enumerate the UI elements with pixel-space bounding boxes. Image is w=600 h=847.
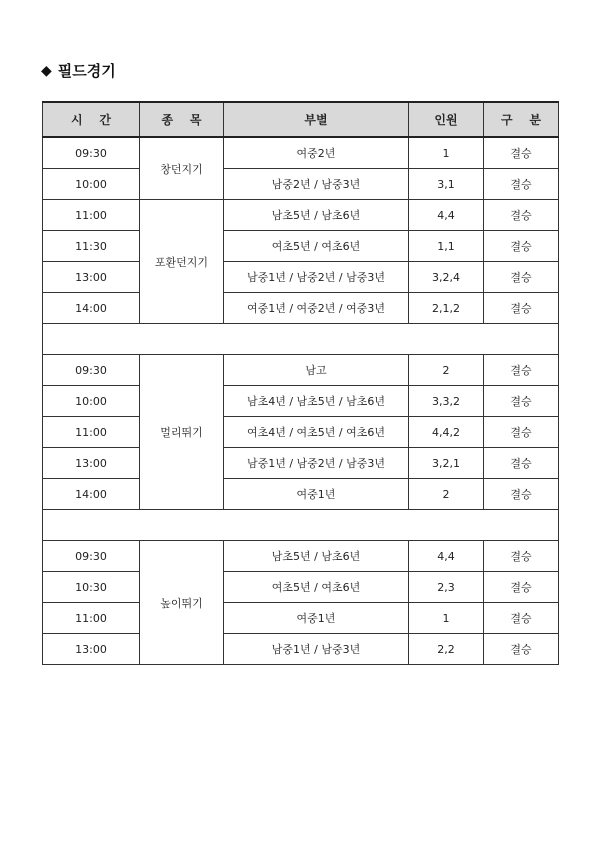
division-cell: 남초5년 / 남초6년 [224,541,409,572]
division-cell: 여초5년 / 여초6년 [224,231,409,262]
type-cell: 결승 [484,137,559,169]
division-cell: 여초4년 / 여초5년 / 여초6년 [224,417,409,448]
header-division: 부별 [224,102,409,137]
division-cell: 여중1년 [224,479,409,510]
table-row [43,572,559,603]
event-cell: 높이뛰기 [140,541,224,665]
type-cell: 결승 [484,355,559,386]
header-count: 인원 [409,102,484,137]
time-cell: 10:30 [43,572,140,603]
type-cell: 결승 [484,572,559,603]
count-cell: 2,3 [409,572,484,603]
spacer-cell [43,510,559,541]
count-cell: 3,3,2 [409,386,484,417]
time-cell: 11:00 [43,603,140,634]
type-cell: 결승 [484,231,559,262]
count-cell: 4,4 [409,200,484,231]
header-time: 시 간 [43,102,140,137]
time-cell: 11:30 [43,231,140,262]
time-cell: 14:00 [43,293,140,324]
table-row [43,417,559,448]
division-cell: 남중2년 / 남중3년 [224,169,409,200]
type-cell: 결승 [484,417,559,448]
time-cell: 11:00 [43,200,140,231]
table-row [43,386,559,417]
spacer-row [43,510,559,541]
count-cell: 2 [409,479,484,510]
time-cell: 13:00 [43,448,140,479]
event-cell: 포환던지기 [140,200,224,324]
division-cell: 여중1년 / 여중2년 / 여중3년 [224,293,409,324]
table-row [43,603,559,634]
time-cell: 14:00 [43,479,140,510]
count-cell: 2,2 [409,634,484,665]
table-header-row [43,102,559,137]
table-row [43,479,559,510]
time-cell: 09:30 [43,137,140,169]
section-heading [41,60,116,81]
division-cell: 남중1년 / 남중2년 / 남중3년 [224,262,409,293]
type-cell: 결승 [484,386,559,417]
time-cell: 13:00 [43,262,140,293]
table-row [43,169,559,200]
count-cell: 2,1,2 [409,293,484,324]
division-cell: 남중1년 / 남중2년 / 남중3년 [224,448,409,479]
count-cell: 1,1 [409,231,484,262]
type-cell: 결승 [484,448,559,479]
type-cell: 결승 [484,293,559,324]
header-type: 구 분 [484,102,559,137]
division-cell: 남초4년 / 남초5년 / 남초6년 [224,386,409,417]
division-cell: 남초5년 / 남초6년 [224,200,409,231]
time-cell: 11:00 [43,417,140,448]
time-cell: 10:00 [43,386,140,417]
count-cell: 3,2,4 [409,262,484,293]
count-cell: 3,2,1 [409,448,484,479]
time-cell: 13:00 [43,634,140,665]
table-row [43,448,559,479]
division-cell: 남고 [224,355,409,386]
table-row [43,541,559,572]
diamond-icon: ◆ [41,62,52,79]
section-title: 필드경기 [57,62,116,80]
type-cell: 결승 [484,169,559,200]
event-cell: 창던지기 [140,137,224,200]
time-cell: 10:00 [43,169,140,200]
header-event: 종 목 [140,102,224,137]
time-cell: 09:30 [43,541,140,572]
spacer-cell [43,324,559,355]
type-cell: 결승 [484,479,559,510]
count-cell: 1 [409,137,484,169]
table-body [43,137,559,665]
table-row [43,200,559,231]
count-cell: 2 [409,355,484,386]
count-cell: 1 [409,603,484,634]
type-cell: 결승 [484,200,559,231]
count-cell: 3,1 [409,169,484,200]
type-cell: 결승 [484,262,559,293]
table-row [43,137,559,169]
type-cell: 결승 [484,603,559,634]
division-cell: 여중1년 [224,603,409,634]
division-cell: 남중1년 / 남중3년 [224,634,409,665]
division-cell: 여초5년 / 여초6년 [224,572,409,603]
type-cell: 결승 [484,634,559,665]
table-row [43,231,559,262]
table-row [43,634,559,665]
type-cell: 결승 [484,541,559,572]
spacer-row [43,324,559,355]
schedule-table [42,101,559,665]
count-cell: 4,4,2 [409,417,484,448]
table-row [43,262,559,293]
event-cell: 멀리뛰기 [140,355,224,510]
table-row [43,293,559,324]
time-cell: 09:30 [43,355,140,386]
table-row [43,355,559,386]
division-cell: 여중2년 [224,137,409,169]
count-cell: 4,4 [409,541,484,572]
